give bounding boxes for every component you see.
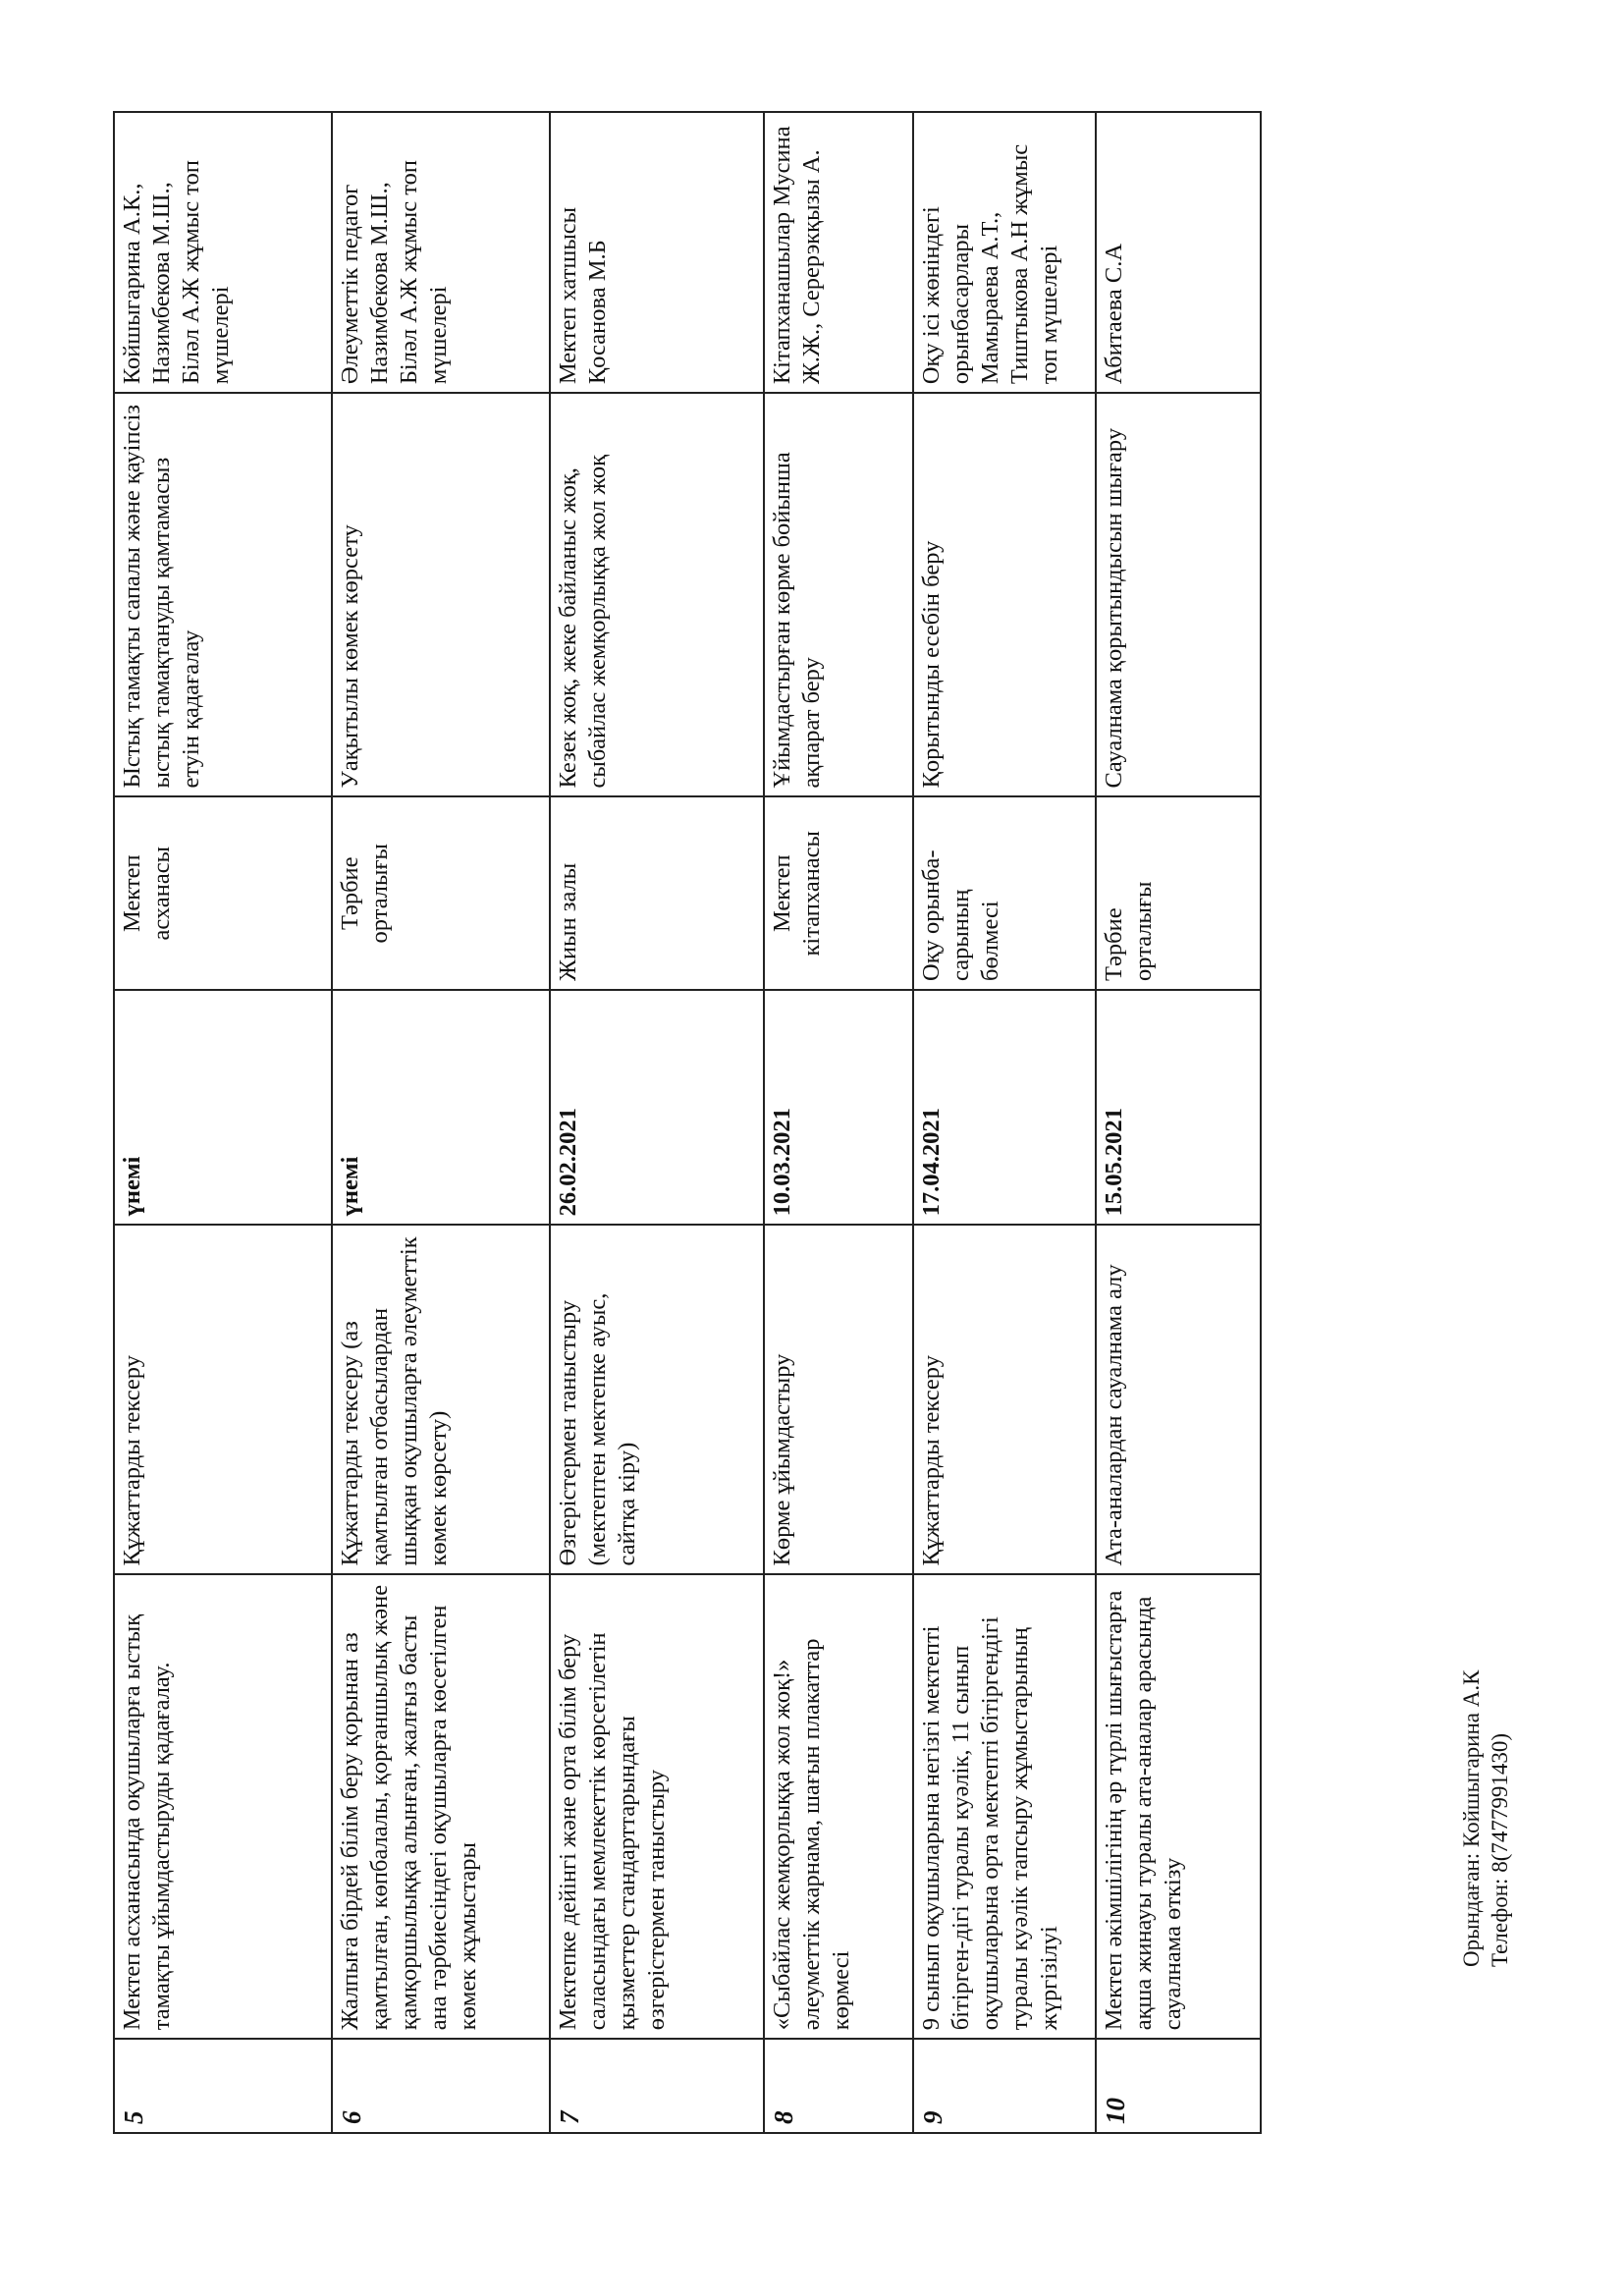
result-cell: Қорытынды есебін беру xyxy=(913,393,1096,796)
table-row xyxy=(114,112,332,2133)
place-cell: Жиын залы xyxy=(550,797,764,990)
phone-line: Телефон: 8(7477991430) xyxy=(1487,1732,1512,1967)
row-number: 6 xyxy=(332,2039,550,2133)
event-cell: Мектепке дейінгі және орта білім беру саласындағы мемлекеттік көрсетілетін қызметтер стандарттарындағы өзгерістермен таныстыру xyxy=(550,1574,764,2039)
place-cell: Тәрбие орталығы xyxy=(1096,797,1261,990)
date-cell: 17.04.2021 xyxy=(913,990,1096,1225)
form-cell: Көрме ұйымдастыру xyxy=(764,1225,913,1574)
responsible-cell: Абитаева С.А xyxy=(1096,112,1261,393)
place-cell: Мектеп кітапханасы xyxy=(764,797,913,990)
table-row xyxy=(1096,112,1261,2133)
responsible-cell: Мектеп хатшысы Қосанова М.Б xyxy=(550,112,764,393)
row-number: 9 xyxy=(913,2039,1096,2133)
date-cell: 26.02.2021 xyxy=(550,990,764,1225)
table-row xyxy=(764,112,913,2133)
event-cell: Мектеп әкімшілігінің әр түрлі шығыстарға ақша жинауы туралы ата-аналар арасында сауалнама өткізу xyxy=(1096,1574,1261,2039)
event-cell: «Сыбайлас жемқорлыққа жол жоқ!» әлеуметтік жарнама, шағын плакаттар көрмесі xyxy=(764,1574,913,2039)
responsible-cell: Кітапханашылар Мусина Ж.Ж., Серерэкқызы А. xyxy=(764,112,913,393)
table-row xyxy=(332,112,550,2133)
date-cell: 15.05.2021 xyxy=(1096,990,1261,1225)
footer-note xyxy=(1458,1670,1515,1967)
event-cell: 9 сынып оқушыларына негізгі мектепті бітірген-дігі туралы куәлік, 11 сынып оқушыларына орта мектепті бітіргендігі туралы куәлік тапсыру жұмыстарының жүргізілуі xyxy=(913,1574,1096,2039)
row-number: 10 xyxy=(1096,2039,1261,2133)
responsible-cell: Әлеуметтік педагог Назимбекова М.Ш., Біләл А.Ж жұмыс топ мүшелері xyxy=(332,112,550,393)
row-number: 5 xyxy=(114,2039,332,2133)
date-cell: үнемі xyxy=(332,990,550,1225)
form-cell: Құжаттарды тексеру xyxy=(913,1225,1096,1574)
date-cell: 10.03.2021 xyxy=(764,990,913,1225)
place-cell: Тәрбие орталығы xyxy=(332,797,550,990)
form-cell: Ата-аналардан сауалнама алу xyxy=(1096,1225,1261,1574)
table-row xyxy=(550,112,764,2133)
author-line: Орындаған: Койшыгарина А.К xyxy=(1459,1669,1484,1967)
responsible-cell: Оқу ісі жөніндегі орынбасарлары Мамыраева А.Т., Тиштыкова А.Н жұмыс топ мүшелері xyxy=(913,112,1096,393)
event-cell: Мектеп асханасында оқушыларға ыстық тамақты ұйымдастыруды қадағалау. xyxy=(114,1574,332,2039)
event-cell: Жалпыға бірдей білім беру қорынан аз қамтылған, көпбалалы, қорғаншылық және қамқоршылыққа алынған, жалғыз басты ана тәрбиесіндегі оқушыларға көсетілген көмек жұмыстары xyxy=(332,1574,550,2039)
result-cell: Уақытылы көмек көрсету xyxy=(332,393,550,796)
responsible-cell: Койшыгарина А.К., Назимбекова М.Ш., Біләл А.Ж жұмыс топ мүшелері xyxy=(114,112,332,393)
result-cell: Ыстық тамақты сапалы және қауіпсіз ыстық тамақтануды қамтамасыз етуін қадағалау xyxy=(114,393,332,796)
plan-table xyxy=(113,111,1262,2134)
date-cell: үнемі xyxy=(114,990,332,1225)
form-cell: Өзгерістермен таныстыру (мектептен мектепке ауыс, сайтқа кіру) xyxy=(550,1225,764,1574)
result-cell: Кезек жоқ, жеке байланыс жоқ, сыбайлас жемқорлыққа жол жоқ xyxy=(550,393,764,796)
table-row xyxy=(913,112,1096,2133)
result-cell: Сауалнама қорытындысын шығару xyxy=(1096,393,1261,796)
place-cell: Оқу орынба-сарының бөлмесі xyxy=(913,797,1096,990)
result-cell: Ұйымдастырған көрме бойынша ақпарат беру xyxy=(764,393,913,796)
row-number: 8 xyxy=(764,2039,913,2133)
place-cell: Мектеп асханасы xyxy=(114,797,332,990)
row-number: 7 xyxy=(550,2039,764,2133)
form-cell: Құжаттарды тексеру xyxy=(114,1225,332,1574)
form-cell: Құжаттарды тексеру (аз қамтылған отбасылардан шыққан оқушыларға әлеуметтік көмек көрсету) xyxy=(332,1225,550,1574)
